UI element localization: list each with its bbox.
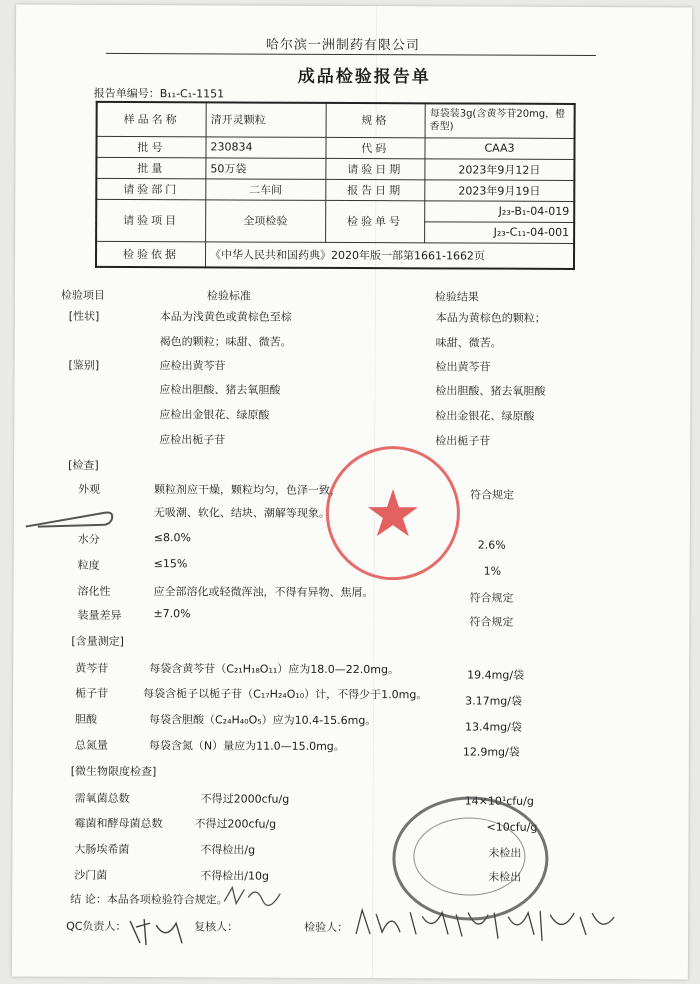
ident-result: 检出栀子苷	[435, 434, 491, 448]
micro-standard: 不得过2000cfu/g	[200, 792, 290, 806]
ident-standard: 应检出栀子苷	[159, 433, 226, 447]
label-report-date: 报告日期	[325, 179, 425, 200]
check-fill-standard: ±7.0%	[153, 607, 191, 621]
assay-name: 栀子苷	[75, 686, 109, 700]
value-request-date: 2023年9月12日	[425, 158, 575, 180]
check-fill-result: 符合规定	[469, 615, 514, 629]
assay-result: 12.9mg/袋	[462, 745, 520, 759]
label-test-item: 请验项目	[96, 199, 206, 241]
section-assay: [含量测定]	[71, 634, 124, 649]
quality-seal-inner	[413, 817, 525, 895]
header-info-table	[95, 101, 576, 270]
micro-standard: 不得过200cfu/g	[194, 817, 277, 831]
label-sample-name: 样品名称	[97, 102, 207, 136]
paper-clip-icon	[24, 505, 114, 533]
conclusion: 结 论：本品各项检验符合规定。	[70, 892, 228, 907]
section-check: [检查]	[68, 458, 99, 472]
qc-signature	[126, 913, 186, 953]
ident-standard: 应检出胆酸、猪去氧胆酸	[159, 383, 281, 397]
label-batch: 批号	[96, 136, 206, 157]
check-solubility-name: 溶化性	[77, 584, 111, 598]
qc-label: QC负责人：	[66, 919, 127, 934]
check-fill-name: 装量差异	[77, 608, 122, 622]
value-batch: 230834	[206, 136, 326, 158]
ident-standard: 应检出黄芩苷	[159, 359, 226, 373]
micro-name: 需氧菌总数	[74, 791, 130, 806]
section-microbial: [微生物限度检查]	[70, 764, 157, 779]
check-moisture-standard: ≤8.0%	[153, 531, 191, 545]
value-request-number-1: J₂₃-B₁-04-019	[425, 200, 575, 222]
value-report-date: 2023年9月19日	[425, 179, 575, 201]
ident-result: 检出金银花、绿原酸	[435, 409, 535, 423]
value-request-number-2: J₂₃-C₁₁-04-001	[425, 221, 575, 243]
check-appearance-standard-1: 颗粒剂应干燥，颗粒均匀，色泽一致，	[153, 483, 342, 497]
assay-name: 胆酸	[74, 712, 98, 726]
check-moisture-name: 水分	[77, 532, 100, 546]
assay-result: 19.4mg/袋	[467, 668, 525, 682]
check-solubility-standard: 应全部溶化或轻微浑浊，不得有异物、焦屑。	[153, 585, 374, 600]
label-quantity: 批量	[96, 157, 206, 178]
micro-result: 14×10¹cfu/g	[464, 794, 534, 808]
traits-standard-2: 褐色的颗粒；味甜、微苦。	[159, 335, 292, 349]
value-code: CAA3	[425, 137, 575, 159]
value-basis: 《中华人民共和国药典》2020年版一部第1661-1662页	[205, 241, 574, 269]
quality-seal-stamp	[392, 796, 549, 921]
section-identification: [鉴别]	[68, 358, 100, 372]
value-quantity: 50万袋	[206, 157, 326, 179]
check-size-result: 1%	[483, 564, 502, 578]
value-spec: 每袋装3g(含黄芩苷20mg，橙香型)	[425, 103, 575, 138]
check-appearance-standard-2: 无吸潮、软化、结块、潮解等现象。	[153, 506, 330, 520]
report-number: 报告单编号：B₁₁-C₁-1151	[93, 86, 225, 101]
assay-name: 总氮量	[74, 738, 108, 752]
check-appearance-result: 符合规定	[469, 488, 515, 502]
ident-standard: 应检出金银花、绿原酸	[159, 408, 270, 422]
col-heading-standard: 检验标准	[206, 289, 251, 303]
micro-name: 大肠埃希菌	[74, 842, 130, 857]
micro-standard: 不得检出/g	[200, 843, 256, 857]
label-department: 请验部门	[96, 178, 206, 199]
check-appearance-name: 外观	[77, 482, 101, 496]
label-spec: 规格	[326, 103, 426, 137]
label-request-date: 请验日期	[325, 158, 425, 179]
assay-result: 13.4mg/袋	[464, 720, 522, 734]
check-size-name: 粒度	[77, 558, 100, 572]
col-heading-item: 检验项目	[60, 288, 105, 302]
check-size-standard: ≤15%	[153, 557, 188, 571]
assay-standard: 每袋含黄芩苷（C₂₁H₁₈O₁₁）应为18.0—22.0mg。	[149, 662, 400, 677]
micro-standard: 不得检出/10g	[200, 869, 270, 883]
check-solubility-result: 符合规定	[469, 591, 514, 605]
value-department: 二车间	[206, 178, 326, 200]
inspector-label: 检验人：	[304, 920, 349, 934]
value-sample-name: 清开灵颗粒	[206, 102, 326, 137]
report-title: 成品检验报告单	[297, 66, 431, 88]
company-name: 哈尔滨一洲制药有限公司	[265, 37, 420, 54]
ident-result: 检出胆酸、猪去氧胆酸	[435, 384, 546, 398]
assay-standard: 每袋含胆酸（C₂₄H₄₀O₅）应为10.4-15.6mg。	[148, 713, 377, 728]
traits-result-2: 味甜、微苦。	[435, 336, 502, 350]
assay-result: 3.17mg/袋	[465, 694, 523, 708]
check-moisture-result: 2.6%	[477, 538, 506, 552]
conclusion-signature	[222, 883, 282, 911]
report-paper	[12, 5, 692, 980]
value-test-item: 全项检验	[206, 199, 326, 242]
assay-standard: 每袋含栀子以栀子苷（C₁₇H₂₄O₁₀）计，不得少于1.0mg。	[143, 687, 428, 702]
col-heading-result: 检验结果	[434, 290, 479, 304]
micro-name: 霉菌和酵母菌总数	[74, 816, 163, 831]
ident-result: 检出黄芩苷	[435, 360, 491, 374]
inspection-seal-stamp	[326, 446, 461, 581]
micro-name: 沙门菌	[74, 868, 108, 882]
assay-name: 黄芩苷	[75, 661, 109, 675]
traits-result-1: 本品为黄棕色的颗粒；	[435, 311, 546, 325]
reviewer-label: 复核人：	[194, 920, 239, 934]
label-request-number: 检验单号	[325, 200, 425, 242]
assay-standard: 每袋含氮（N）量应为11.0—15.0mg。	[148, 739, 345, 753]
micro-result: <10cfu/g	[486, 820, 538, 834]
label-basis: 检验依据	[96, 241, 206, 267]
section-traits: [性状]	[68, 309, 100, 323]
traits-standard-1: 本品为浅黄色或黄棕色至棕	[159, 310, 292, 324]
label-code: 代码	[326, 137, 426, 158]
micro-result: 未检出	[488, 846, 522, 860]
header-rule	[106, 53, 596, 56]
micro-result: 未检出	[488, 870, 522, 884]
